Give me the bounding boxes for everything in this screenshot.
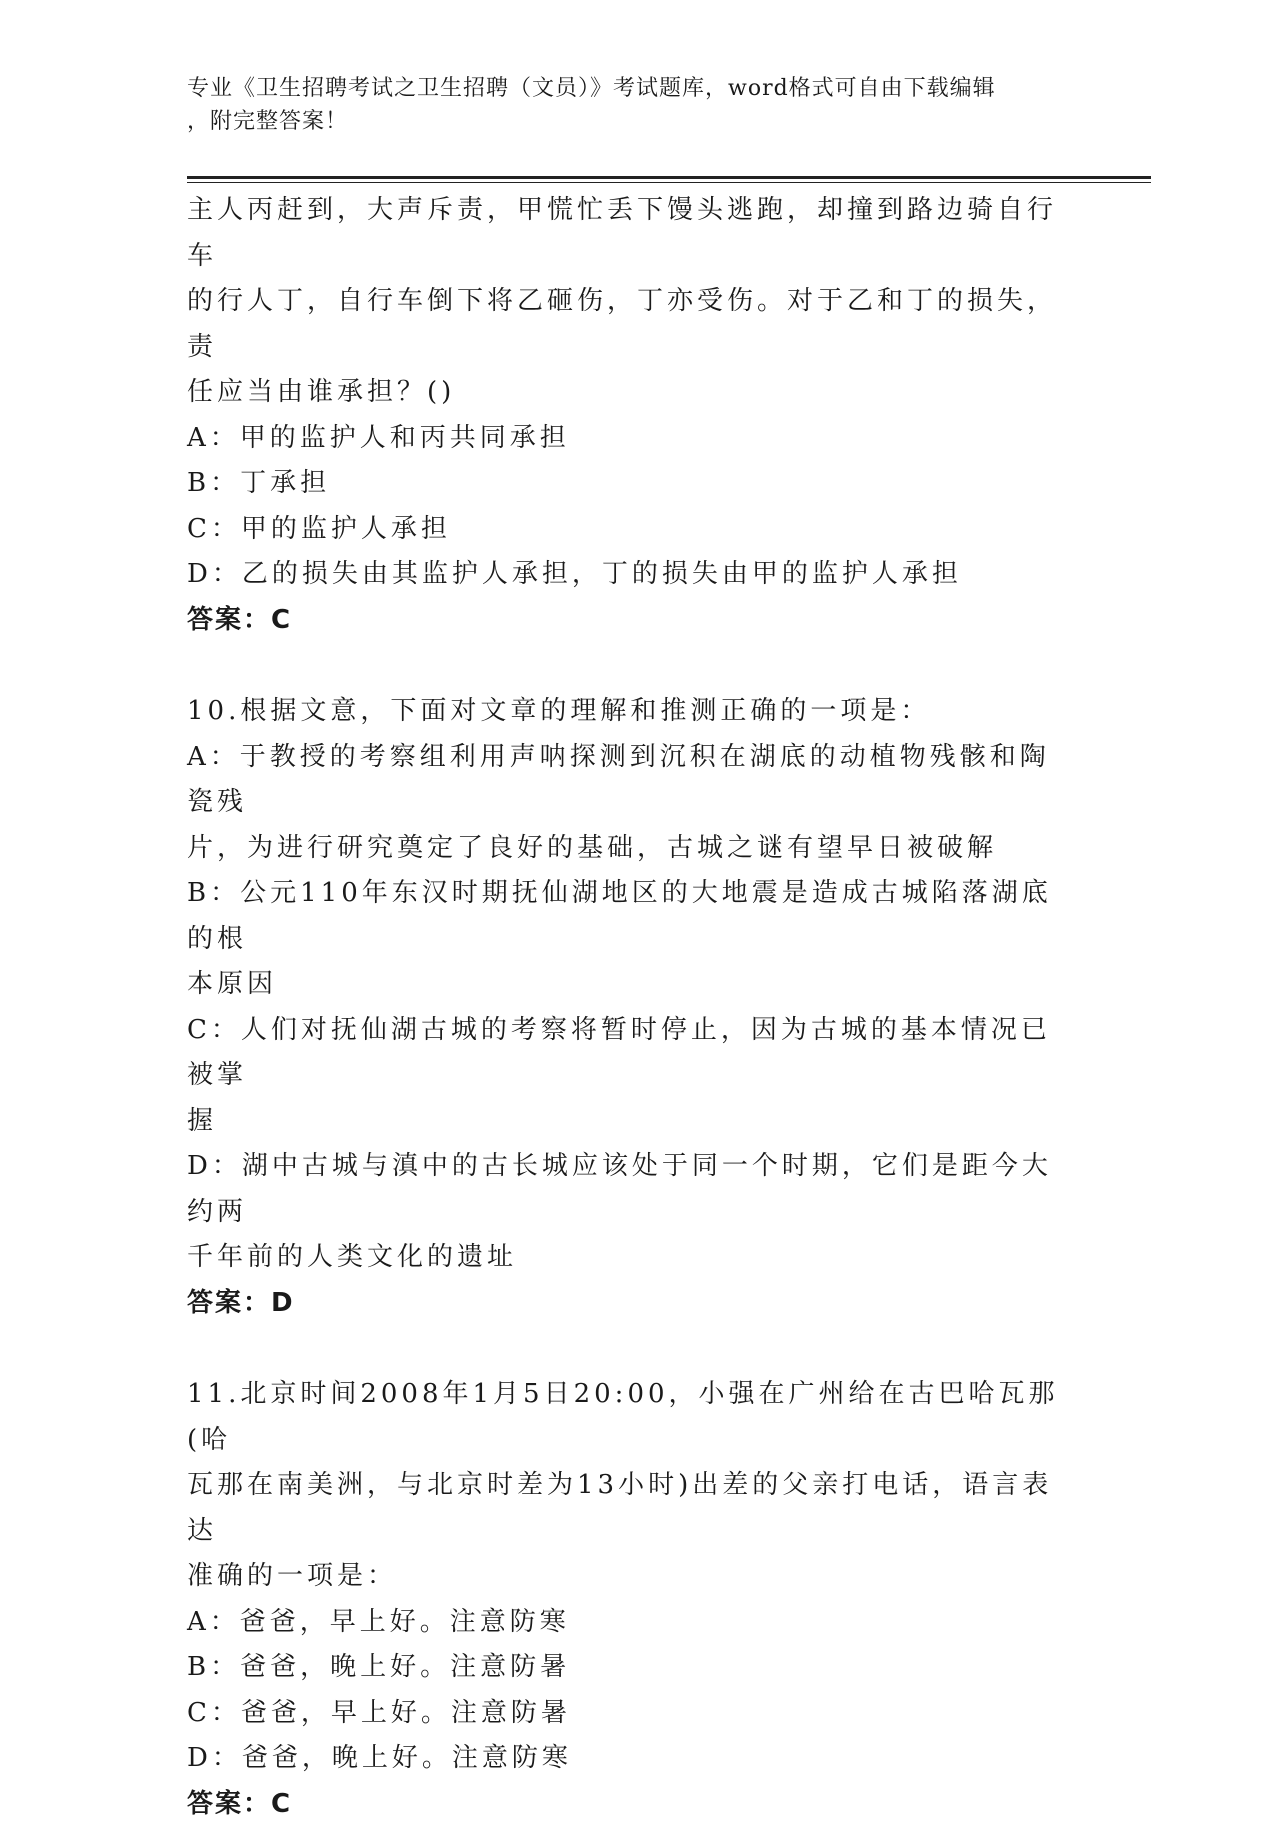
document-header [187,72,1067,138]
header-divider-thin [187,182,1151,183]
option-d: D：乙的损失由其监护人承担，丁的损失由甲的监护人承担 [187,552,1077,598]
option-d-continued: 千年前的人类文化的遗址 [187,1235,1077,1281]
header-line-2: ，附完整答案！ [187,105,1067,138]
option-d: D：湖中古城与滇中的古长城应该处于同一个时期，它们是距今大约两 [187,1144,1077,1235]
answer-line: 答案：D [187,1281,1077,1327]
answer-line: 答案：C [187,598,1077,644]
answer-line: 答案：C [187,1782,1077,1827]
option-c-continued: 握 [187,1099,1077,1145]
header-divider-thick [187,176,1151,179]
spacer [187,1326,1077,1372]
option-c: C：爸爸，早上好。注意防暑 [187,1691,1077,1737]
option-a: A：爸爸，早上好。注意防寒 [187,1600,1077,1646]
header-line-1: 专业《卫生招聘考试之卫生招聘（文员）》考试题库，word格式可自由下载编辑 [187,72,1067,105]
option-b: B：爸爸，晚上好。注意防暑 [187,1645,1077,1691]
option-b: B：丁承担 [187,461,1077,507]
question-stem-line: 瓦那在南美洲，与北京时差为13小时)出差的父亲打电话，语言表达 [187,1463,1077,1554]
option-c: C：人们对抚仙湖古城的考察将暂时停止，因为古城的基本情况已被掌 [187,1008,1077,1099]
question-block-10 [187,689,1077,1326]
option-d: D：爸爸，晚上好。注意防寒 [187,1736,1077,1782]
question-stem-line: 10.根据文意，下面对文章的理解和推测正确的一项是： [187,689,1077,735]
option-a: A：甲的监护人和丙共同承担 [187,416,1077,462]
question-stem-line: 准确的一项是： [187,1554,1077,1600]
spacer [187,643,1077,689]
document-body [187,188,1077,1827]
option-a-continued: 片，为进行研究奠定了良好的基础，古城之谜有望早日被破解 [187,826,1077,872]
question-stem-line: 任应当由谁承担？() [187,370,1077,416]
question-stem-line: 的行人丁，自行车倒下将乙砸伤，丁亦受伤。对于乙和丁的损失，责 [187,279,1077,370]
option-b: B：公元110年东汉时期抚仙湖地区的大地震是造成古城陷落湖底的根 [187,871,1077,962]
question-stem-line: 主人丙赶到，大声斥责，甲慌忙丢下馒头逃跑，却撞到路边骑自行车 [187,188,1077,279]
option-a: A：于教授的考察组利用声呐探测到沉积在湖底的动植物残骸和陶瓷残 [187,735,1077,826]
question-block-11 [187,1372,1077,1827]
option-b-continued: 本原因 [187,962,1077,1008]
question-block-prev [187,188,1077,643]
question-stem-line: 11.北京时间2008年1月5日20:00，小强在广州给在古巴哈瓦那(哈 [187,1372,1077,1463]
option-c: C：甲的监护人承担 [187,507,1077,553]
